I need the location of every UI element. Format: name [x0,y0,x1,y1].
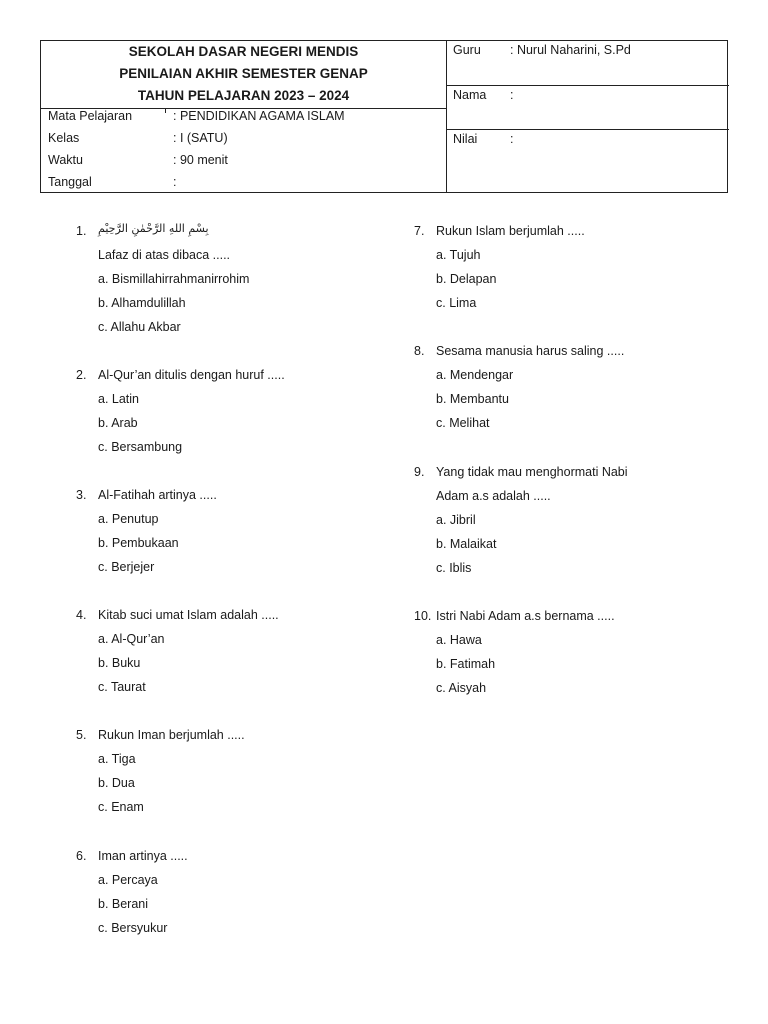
teacher-cell [446,41,729,86]
question-number: 7. [414,224,425,238]
option-c: c. Taurat [98,680,146,694]
option-a: a. Percaya [98,873,158,887]
question-text: Lafaz di atas dibaca ..... [98,248,231,262]
question-number: 4. [76,608,87,622]
info-value: : [173,175,177,189]
question-text: Rukun Iman berjumlah ..... [98,728,245,742]
option-a: a. Bismillahirrahmanirrohim [98,272,250,286]
basmalah-text: بِسْمِ اللهِ الرَّحْمٰنِ الرَّحِيْمِ [98,222,209,235]
question-number: 2. [76,368,87,382]
school-block [41,41,446,109]
score-value: : [510,132,514,146]
header-left [41,41,447,192]
info-label: Waktu [48,153,83,167]
option-a: a. Tujuh [436,248,481,262]
question-text: Sesama manusia harus saling ..... [436,344,625,358]
option-b: b. Malaikat [436,537,497,551]
option-a: a. Mendengar [436,368,514,382]
header-table [40,40,728,193]
question-text: Iman artinya ..... [98,849,188,863]
name-label: Nama [453,88,487,102]
question-number: 8. [414,344,425,358]
exam-title: PENILAIAN AKHIR SEMESTER GENAP [119,66,368,81]
option-a: a. Tiga [98,752,136,766]
question-number: 3. [76,488,87,502]
school-name: SEKOLAH DASAR NEGERI MENDIS [128,44,359,59]
info-value: : 90 menit [173,153,228,167]
option-b: b. Membantu [436,392,509,406]
info-label: Tanggal [48,175,92,189]
info-value: : PENDIDIKAN AGAMA ISLAM [173,109,345,123]
option-c: c. Aisyah [436,681,487,695]
teacher-label: Guru [453,43,481,57]
info-label: Mata Pelajaran [48,109,133,123]
info-value: : I (SATU) [173,131,228,145]
score-cell [446,130,729,192]
question-number: 1. [76,224,87,238]
question-text: Al-Qur’an ditulis dengan huruf ..... [98,368,285,382]
question-text: Kitab suci umat Islam adalah ..... [98,608,279,622]
question-text: Yang tidak mau menghormati Nabi [436,465,628,479]
question-text: Al-Fatihah artinya ..... [98,488,217,502]
info-label: Kelas [48,131,80,145]
teacher-value: : Nurul Naharini, S.Pd [510,43,631,57]
question-number: 10. [414,609,432,623]
name-value: : [510,88,514,102]
score-label: Nilai [453,132,478,146]
option-b: b. Buku [98,656,141,670]
option-c: c. Enam [98,800,144,814]
option-b: b. Pembukaan [98,536,179,550]
option-c: c. Iblis [436,561,472,575]
option-c: c. Melihat [436,416,490,430]
option-c: c. Bersyukur [98,921,168,935]
option-c: c. Allahu Akbar [98,320,181,334]
option-a: a. Jibril [436,513,476,527]
option-a: a. Hawa [436,633,482,647]
question-number: 5. [76,728,87,742]
option-b: b. Arab [98,416,138,430]
question-text-continued: Adam a.s adalah ..... [436,489,551,503]
option-b: b. Dua [98,776,135,790]
question-text: Istri Nabi Adam a.s bernama ..... [436,609,615,623]
option-b: b. Fatimah [436,657,496,671]
question-number: 9. [414,465,425,479]
option-c: c. Berjejer [98,560,155,574]
option-c: c. Bersambung [98,440,183,454]
option-a: a. Penutup [98,512,159,526]
school-year: TAHUN PELAJARAN 2023 – 2024 [137,88,350,103]
option-b: b. Alhamdulillah [98,296,186,310]
header-right [446,41,729,192]
option-b: b. Delapan [436,272,497,286]
option-b: b. Berani [98,897,149,911]
question-number: 6. [76,849,87,863]
option-a: a. Al-Qur’an [98,632,165,646]
question-text: Rukun Islam berjumlah ..... [436,224,585,238]
option-c: c. Lima [436,296,477,310]
option-a: a. Latin [98,392,140,406]
name-cell [446,86,729,130]
